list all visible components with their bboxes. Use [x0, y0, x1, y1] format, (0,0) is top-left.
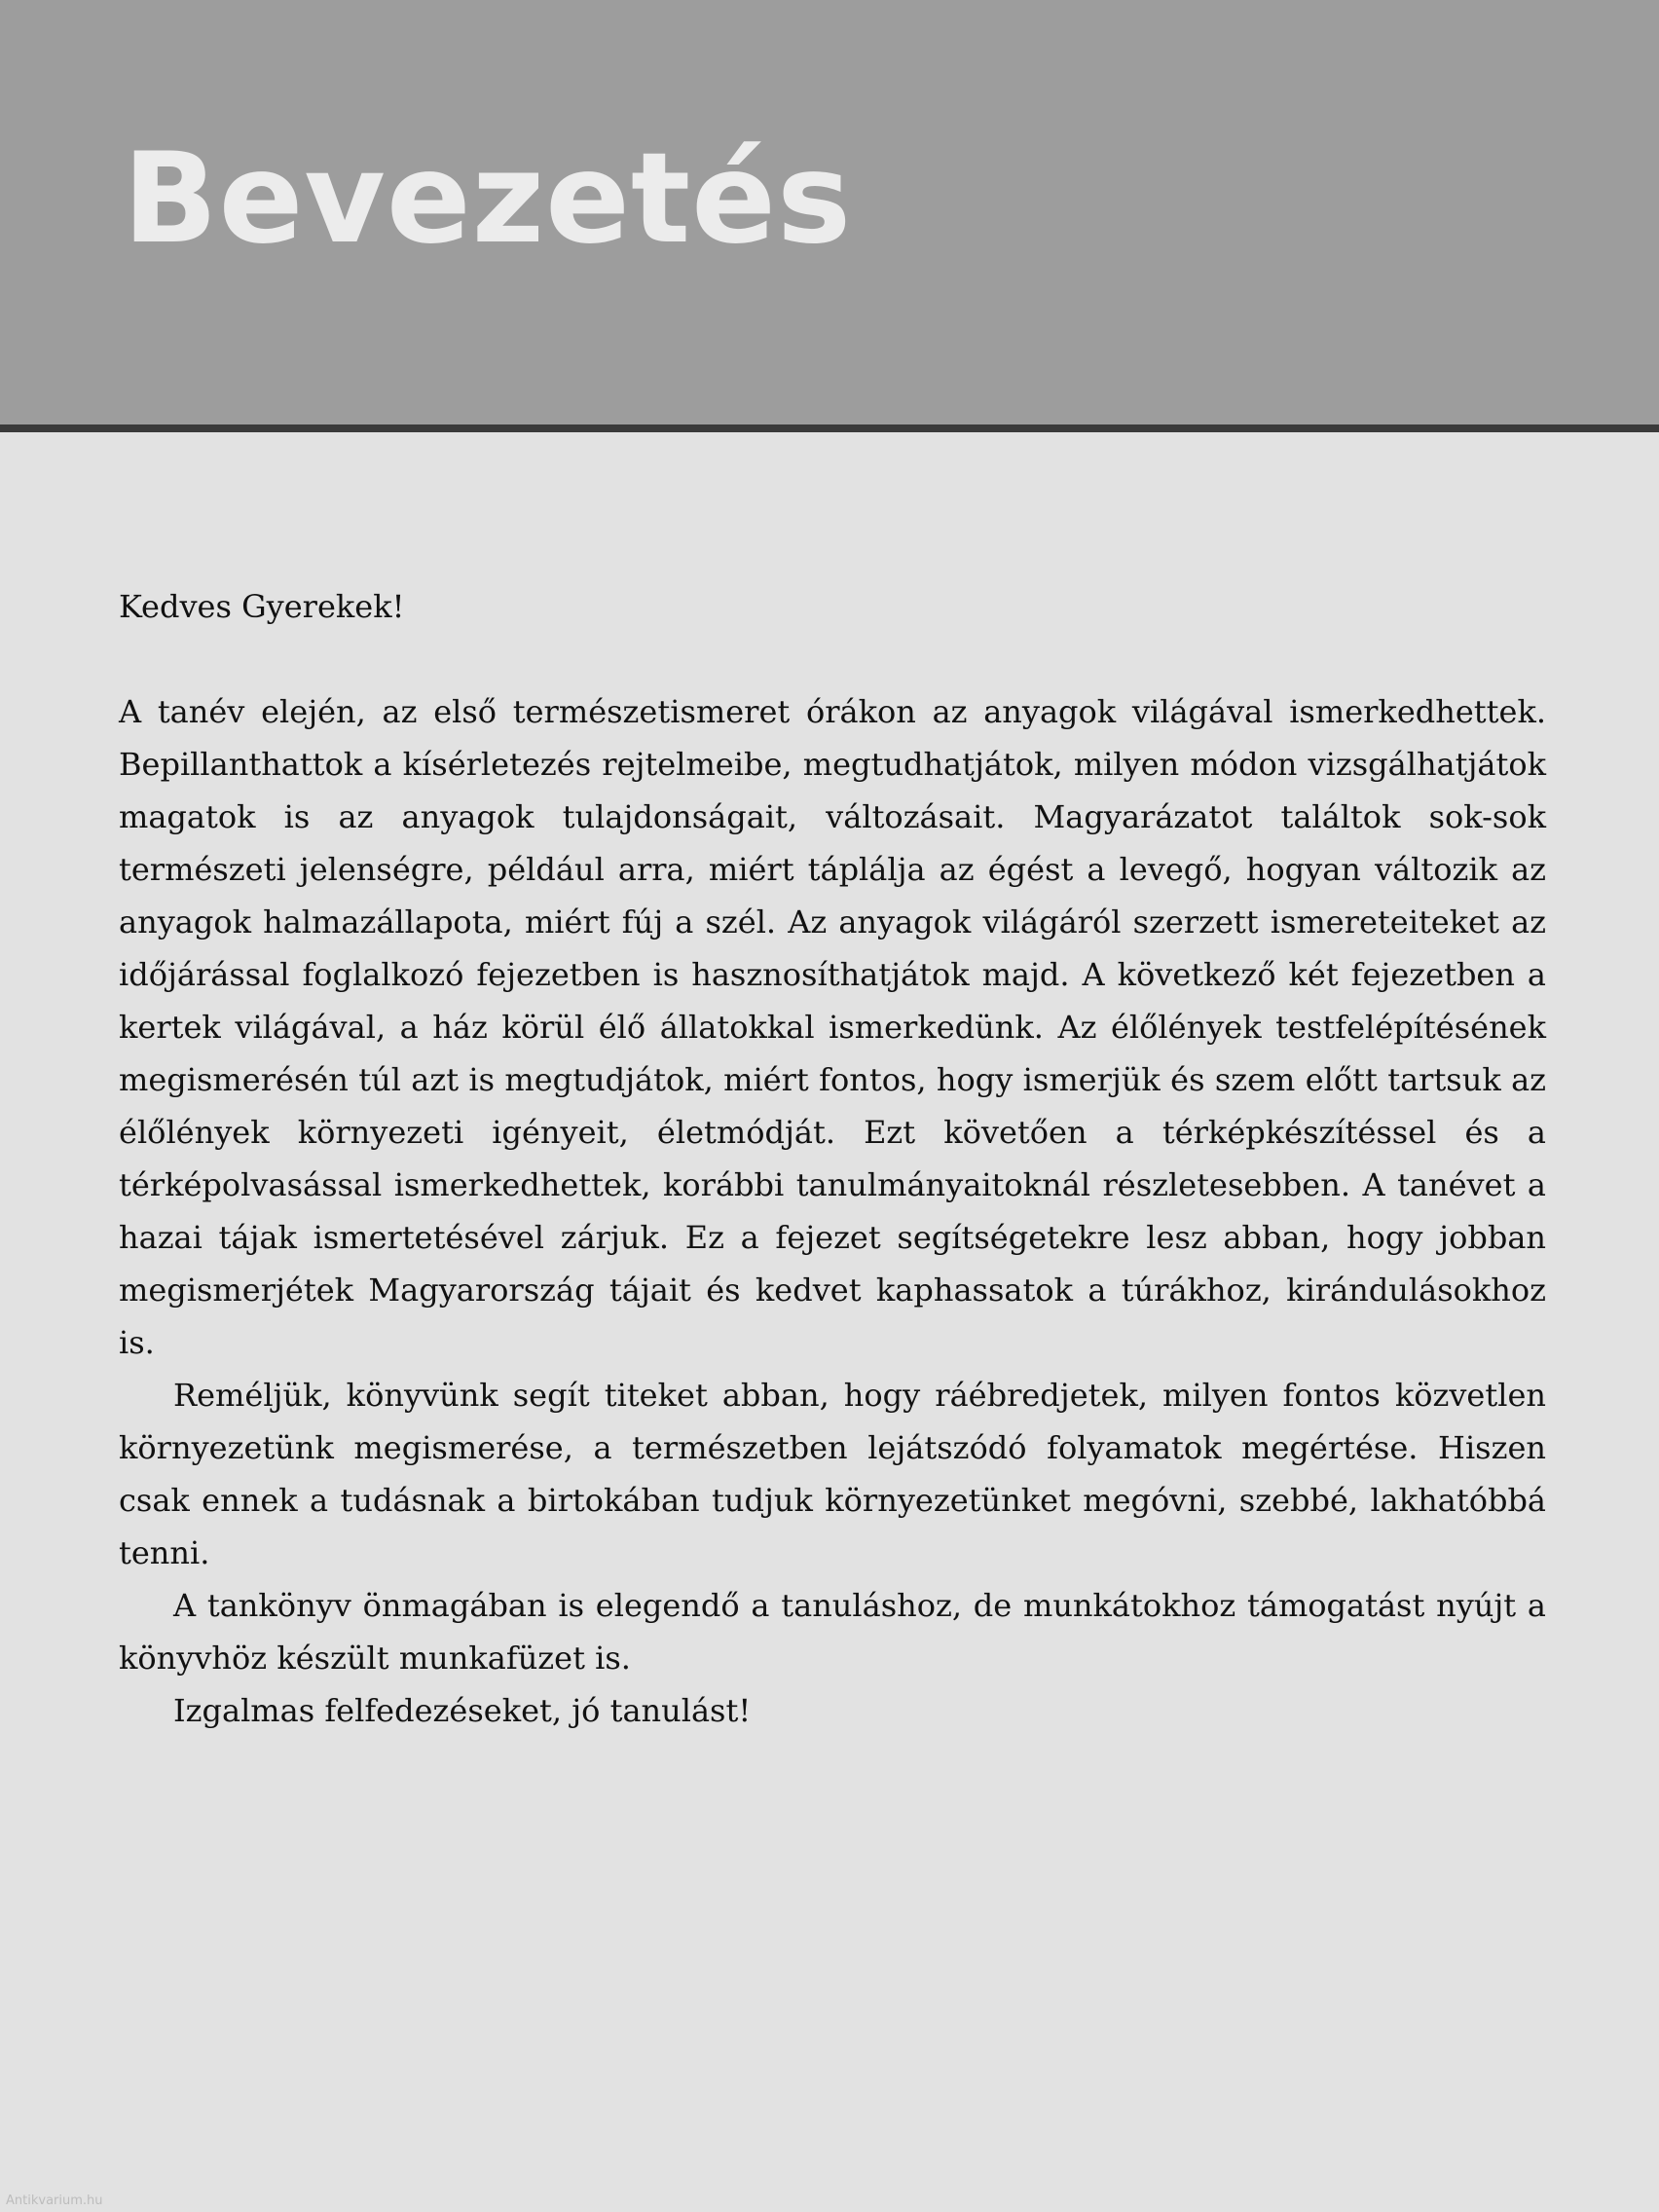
watermark: Antikvarium.hu: [6, 2194, 103, 2208]
paragraph-intro: A tanév elején, az első természetismeret órákon az anyagok világával ismerkedhettek. Bepillanthattok a kísérletezés rejtelmeibe, megtudhatjátok, milyen módon vizsgálhatjátok magatok is az anyagok tulajdonságait, változásait. Magyarázatot találtok sok-sok természeti jelenségre, például arra, miért táplálja az égést a levegő, hogyan változik az anyagok halmazállapota, miért fúj a szél. Az anyagok világáról szerzett ismereteiteket az időjárással foglalkozó fejezetben is hasznosíthatjátok majd. A következő két fejezetben a kertek világával, a ház körül élő állatokkal ismerkedünk. Az élőlények testfelépítésének megismerésén túl azt is megtudjátok, miért fontos, hogy ismerjük és szem előtt tartsuk az élőlények környezeti igényeit, életmódját. Ezt követően a térképkészítéssel és a térképolvasással ismerkedhettek, korábbi tanulmányaitoknál részletesebben. A tanévet a hazai tájak ismertetésével zárjuk. Ez a fejezet segítségetekre lesz abban, hogy jobban megismerjétek Magyarország tájait és kedvet kaphassatok a túrákhoz, kirándulásokhoz is.: [119, 693, 1546, 1361]
paragraph-hope: Reméljük, könyvünk segít titeket abban, hogy ráébredjetek, milyen fontos közvetlen környezetünk megismerése, a természetben lejátszódó folyamatok megértése. Hiszen csak ennek a tudásnak a birtokában tudjuk környezetünket megóvni, szebbé, lakhatóbbá tenni.: [119, 1377, 1546, 1571]
header-divider: [0, 424, 1659, 432]
page-title: Bevezetés: [123, 127, 853, 272]
body-text: [119, 580, 1546, 1737]
greeting: Kedves Gyerekek!: [119, 588, 405, 625]
paragraph-workbook: A tankönyv önmagában is elegendő a tanuláshoz, de munkátokhoz támogatást nyújt a könyvhöz készült munkafüzet is.: [119, 1587, 1546, 1677]
paragraph-closing: Izgalmas felfedezéseket, jó tanulást!: [173, 1692, 752, 1729]
